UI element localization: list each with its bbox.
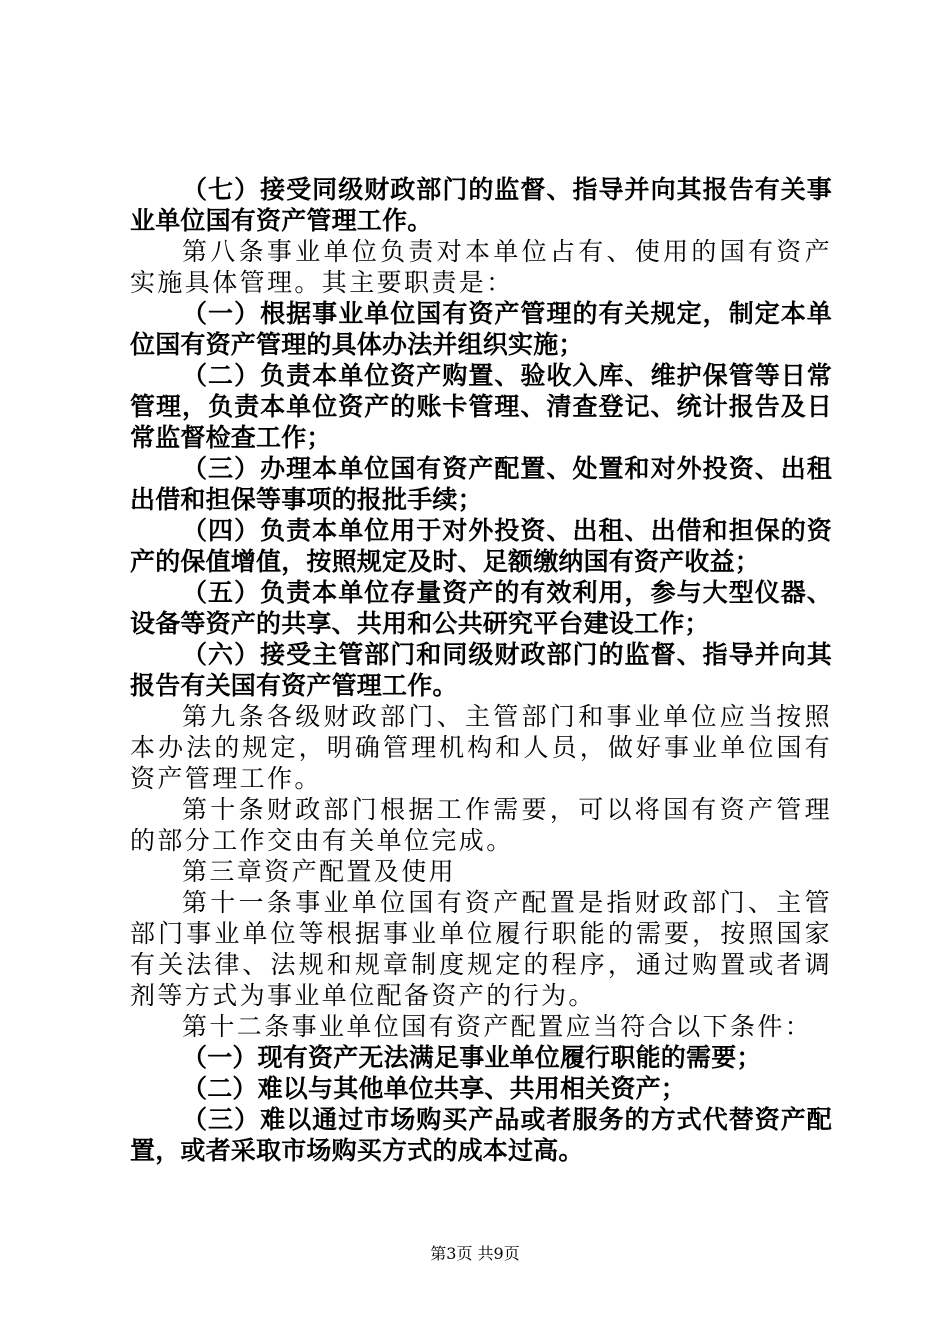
page-number-footer: 第3页 共9页 [430,1244,520,1263]
paragraph-item-4: （四）负责本单位用于对外投资、出租、出借和担保的资产的保值增值，按照规定及时、足额缴纳国有资产收益； [130,516,832,576]
paragraph-article-9: 第九条各级财政部门、主管部门和事业单位应当按照本办法的规定，明确管理机构和人员，做好事业单位国有资产管理工作。 [130,702,832,793]
paragraph-condition-3: （三）难以通过市场购买产品或者服务的方式代替资产配置，或者采取市场购买方式的成本过高。 [130,1105,832,1165]
paragraph-article-12: 第十二条事业单位国有资产配置应当符合以下条件： [182,1012,813,1041]
paragraph-condition-2: （二）难以与其他单位共享、共用相关资产； [182,1074,687,1103]
paragraph-item-1: （一）根据事业单位国有资产管理的有关规定，制定本单位国有资产管理的具体办法并组织实施； [130,299,832,359]
paragraph-article-10: 第十条财政部门根据工作需要，可以将国有资产管理的部分工作交由有关单位完成。 [130,795,832,855]
paragraph-item-2: （二）负责本单位资产购置、验收入库、维护保管等日常管理，负责本单位资产的账卡管理、清查登记、统计报告及日常监督检查工作； [130,361,832,452]
chapter-heading: 第三章资产配置及使用 [182,857,457,886]
document-body [130,174,832,1166]
paragraph-item-7: （七）接受同级财政部门的监督、指导并向其报告有关事业单位国有资产管理工作。 [130,175,832,235]
paragraph-condition-1: （一）现有资产无法满足事业单位履行职能的需要； [182,1043,762,1072]
paragraph-article-11: 第十一条事业单位国有资产配置是指财政部门、主管部门事业单位等根据事业单位履行职能的需要，按照国家有关法律、法规和规章制度规定的程序，通过购置或者调剂等方式为事业单位配备资产的行为。 [130,888,832,1010]
paragraph-item-5: （五）负责本单位存量资产的有效利用，参与大型仪器、设备等资产的共享、共用和公共研究平台建设工作； [130,578,832,638]
paragraph-item-3: （三）办理本单位国有资产配置、处置和对外投资、出租出借和担保等事项的报批手续； [130,454,832,514]
paragraph-article-8: 第八条事业单位负责对本单位占有、使用的国有资产实施具体管理。其主要职责是： [130,237,832,297]
paragraph-item-6: （六）接受主管部门和同级财政部门的监督、指导并向其报告有关国有资产管理工作。 [130,640,832,700]
